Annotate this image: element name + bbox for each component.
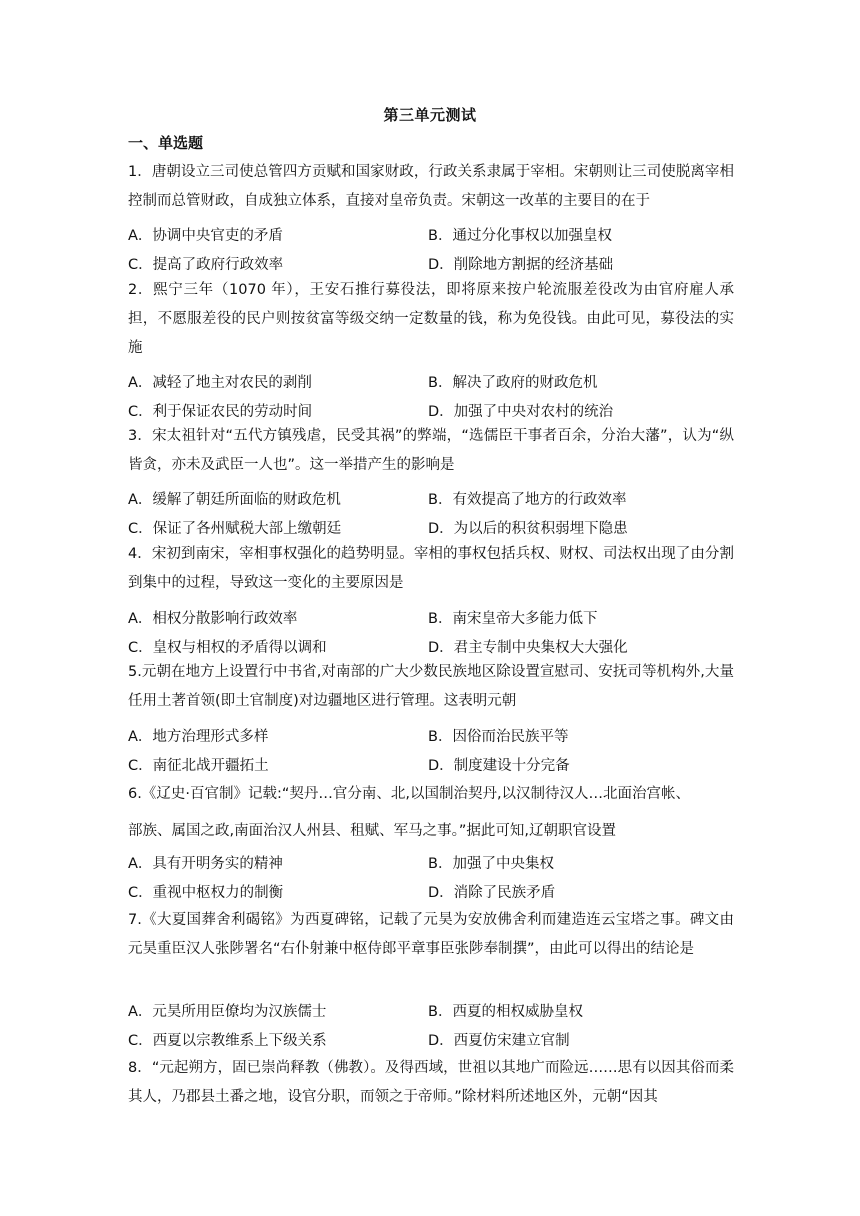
question-5-option-c: C．南征北战开疆拓土 (128, 758, 269, 774)
question-2-option-d: D．加强了中央对农村的统治 (428, 404, 614, 420)
question-2-stem: 2．熙宁三年（1070 年），王安石推行募役法，即将原来按户轮流服差役改为由官府雇人承担，不愿服差役的民户则按贫富等级交纳一定数量的钱，称为免役钱。由此可见，募役法的实施 (128, 282, 734, 356)
question-5-option-a: A．地方治理形式多样 (128, 729, 269, 745)
question-6-option-d: D．消除了民族矛盾 (428, 885, 556, 901)
question-3-option-b: B．有效提高了地方的行政效率 (428, 492, 627, 508)
question-7-option-d: D．西夏仿宋建立官制 (428, 1033, 570, 1049)
question-2-option-b: B．解决了政府的财政危机 (428, 375, 598, 391)
question-3-stem: 3．宋太祖针对“五代方镇残虐，民受其祸”的弊端，“选儒臣干事者百余，分治大藩”，认为“纵皆贪，亦未及武臣一人也”。这一举措产生的影响是 (128, 428, 734, 473)
question-4-option-c: C．皇权与相权的矛盾得以调和 (128, 640, 327, 656)
question-6-option-c: C．重视中枢权力的制衡 (128, 885, 284, 901)
question-3-option-c: C．保证了各州赋税大部上缴朝廷 (128, 521, 342, 537)
question-7-option-a: A．元昊所用臣僚均为汉族儒士 (128, 1004, 327, 1020)
question-4-option-d: D．君主专制中央集权大大强化 (428, 640, 628, 656)
question-5-option-d: D．制度建设十分完备 (428, 758, 570, 774)
question-3-option-d: D．为以后的积贫积弱埋下隐患 (428, 521, 628, 537)
question-1-option-c: C．提高了政府行政效率 (128, 257, 284, 273)
question-7-option-c: C．西夏以宗教维系上下级关系 (128, 1033, 327, 1049)
question-6-option-a: A．具有开明务实的精神 (128, 856, 283, 872)
question-1-option-d: D．削除地方割据的经济基础 (428, 257, 614, 273)
question-4-option-b: B．南宋皇帝大多能力低下 (428, 611, 598, 627)
question-3-option-a: A．缓解了朝廷所面临的财政危机 (128, 492, 341, 508)
question-2-option-a: A．减轻了地主对农民的剥削 (128, 375, 312, 391)
question-1-option-b: B．通过分化事权以加强皇权 (428, 228, 612, 244)
question-1-stem: 1．唐朝设立三司使总管四方贡赋和国家财政，行政关系隶属于宰相。宋朝则让三司使脱离宰相控制而总管财政，自成独立体系，直接对皇帝负责。宋朝这一改革的主要目的在于 (128, 164, 734, 209)
question-2-option-c: C．利于保证农民的劳动时间 (128, 404, 313, 420)
question-6-stem-line-1: 6.《辽史·百官制》记载:“契丹…官分南、北,以国制治契丹,以汉制待汉人…北面治宫帐、 (128, 786, 691, 802)
question-6-stem-line-2: 部族、属国之政,南面治汉人州县、租赋、军马之事。”据此可知,辽朝职官设置 (128, 823, 616, 839)
question-8-stem: 8．“元起朔方，固已崇尚释教（佛教）。及得西域，世祖以其地广而险远……思有以因其俗而柔其人，乃郡县土番之地，设官分职，而领之于帝师。”除材料所述地区外，元朝“因其 (128, 1060, 734, 1105)
question-7-option-b: B．西夏的相权威胁皇权 (428, 1004, 583, 1020)
question-5-stem: 5.元朝在地方上设置行中书省,对南部的广大少数民族地区除设置宣慰司、安抚司等机构外,大量任用土著首领(即土官制度)对边疆地区进行管理。这表明元朝 (128, 664, 734, 709)
question-5-option-b: B．因俗而治民族平等 (428, 729, 569, 745)
question-6-option-b: B．加强了中央集权 (428, 856, 554, 872)
section-heading: 一、单选题 (128, 134, 204, 152)
question-4-stem: 4．宋初到南宋，宰相事权强化的趋势明显。宰相的事权包括兵权、财权、司法权出现了由分割到集中的过程，导致这一变化的主要原因是 (128, 546, 734, 591)
question-4-option-a: A．相权分散影响行政效率 (128, 611, 298, 627)
page-title: 第三单元测试 (383, 106, 477, 124)
question-1-option-a: A．协调中央官吏的矛盾 (128, 228, 283, 244)
question-7-stem: 7.《大夏国葬舍利碣铭》为西夏碑铭，记载了元昊为安放佛舍利而建造连云宝塔之事。碑文由元昊重臣汉人张陟署名“右仆射兼中枢侍郎平章事臣张陟奉制撰”，由此可以得出的结论是 (128, 912, 734, 957)
